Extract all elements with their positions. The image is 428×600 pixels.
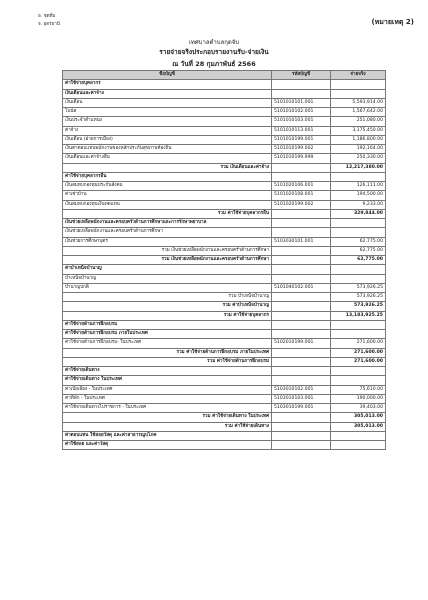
row-amount	[331, 441, 386, 450]
expense-table	[62, 70, 386, 450]
row-account-code: 5101020108.001	[272, 191, 331, 200]
row-account-code: 5102010199.001	[272, 339, 331, 348]
row-account-name: รวม ค่าใช้จ่ายด้านการฝึกอบรม ภายในประเทศ	[63, 348, 272, 357]
table-row	[63, 163, 386, 172]
row-account-code	[272, 163, 331, 172]
row-account-code	[272, 256, 331, 265]
row-account-code	[272, 265, 331, 274]
row-account-name: รวม เงินช่วยเหลือพนักงานและครอบครัวด้านการศึกษา	[63, 246, 272, 255]
row-account-name: ค่าบำเหน็จบำนาญ	[63, 265, 272, 274]
row-amount: 126,111.00	[331, 182, 386, 191]
col-header-name: ชื่อบัญชี	[63, 71, 272, 80]
row-account-code	[272, 431, 331, 440]
row-account-name: รวม ค่าใช้จ่ายด้านการฝึกอบรม	[63, 357, 272, 366]
row-account-name: รวม ค่าใช้จ่ายเดินทาง	[63, 422, 272, 431]
report-title: รายจ่ายจริงประกอบรายงานรับ-จ่ายเงิน	[159, 48, 269, 56]
table-row	[63, 293, 386, 302]
row-account-code	[272, 228, 331, 237]
row-account-code	[272, 302, 331, 311]
row-amount: 75,610.00	[331, 385, 386, 394]
row-account-code	[272, 274, 331, 283]
row-account-code: 5101010199.999	[272, 154, 331, 163]
row-account-name: โบนัส	[63, 108, 272, 117]
row-amount: 39,403.00	[331, 404, 386, 413]
table-row	[63, 431, 386, 440]
row-amount: 251,080.00	[331, 117, 386, 126]
row-account-name: ค่าเช่าบ้าน	[63, 191, 272, 200]
row-amount	[331, 80, 386, 89]
row-account-code	[272, 367, 331, 376]
table-row	[63, 422, 386, 431]
row-account-code	[272, 357, 331, 366]
table-row	[63, 339, 386, 348]
table-row	[63, 98, 386, 107]
row-amount	[331, 320, 386, 329]
row-account-code: 5101010113.001	[272, 126, 331, 135]
row-account-name: ค่าใช้จ่ายเดินทางไปราชการ - ในประเทศ	[63, 404, 272, 413]
row-account-code	[272, 246, 331, 255]
row-amount: 1,186,800.00	[331, 135, 386, 144]
row-account-name: ค่าใช้จ่ายบุคลากร	[63, 80, 272, 89]
table-row	[63, 108, 386, 117]
table-row	[63, 311, 386, 320]
row-account-name: ค่าใช้จ่ายด้านการฝึกอบรม ภายในประเทศ	[63, 330, 272, 339]
row-account-code: 5101010199.001	[272, 135, 331, 144]
row-account-code: 5101020106.001	[272, 182, 331, 191]
row-account-code: 5103010102.001	[272, 385, 331, 394]
row-account-name: เงินเดือน	[63, 98, 272, 107]
row-account-code: 5101010199.002	[272, 145, 331, 154]
row-account-name: ค่าจ้าง	[63, 126, 272, 135]
row-account-code	[272, 330, 331, 339]
row-account-name: รวม เงินช่วยเหลือพนักงานและครอบครัวด้านการศึกษา	[63, 256, 272, 265]
table-row	[63, 182, 386, 191]
table-row	[63, 228, 386, 237]
row-account-name: ค่าใช้จ่ายด้านการฝึกอบรม	[63, 320, 272, 329]
row-account-code	[272, 80, 331, 89]
table-row	[63, 256, 386, 265]
row-account-code	[272, 422, 331, 431]
org-name: เทศบาลตำบลกุดจับ	[188, 39, 240, 46]
table-row	[63, 320, 386, 329]
row-account-name: ค่าใช้จ่ายบุคลากรอื่น	[63, 172, 272, 181]
table-row	[63, 302, 386, 311]
table-row	[63, 441, 386, 450]
row-account-code	[272, 348, 331, 357]
row-account-name: บำนาญปกติ	[63, 283, 272, 292]
row-account-name: เงินช่วยเหลือพนักงานและครอบครัวด้านการศึกษา	[63, 228, 272, 237]
row-account-code	[272, 320, 331, 329]
row-account-code: 5103010199.001	[272, 404, 331, 413]
row-account-code	[272, 293, 331, 302]
row-account-name: เงินช่วยเหลือพนักงานและครอบครัวด้านการศึกษาและการรักษาพยาบาล	[63, 219, 272, 228]
row-amount: 305,013.00	[331, 413, 386, 422]
corner-line-2: จ. อุดรธานี	[38, 22, 60, 27]
row-account-code: 5101040102.001	[272, 283, 331, 292]
row-account-code	[272, 441, 331, 450]
row-account-name: ค่าใช้จ่ายเดินทาง	[63, 367, 272, 376]
table-row	[63, 117, 386, 126]
row-account-name: เงินสมทบกองทุนประกันสังคม	[63, 182, 272, 191]
table-header-row	[63, 71, 386, 80]
table-row	[63, 246, 386, 255]
row-amount: 62,775.00	[331, 246, 386, 255]
row-account-name: เงินค่าตอบแทนพนักงานของหลักประกันสุขภาพท้องถิ่น	[63, 145, 272, 154]
row-account-name: ค่าที่พัก - ในประเทศ	[63, 394, 272, 403]
row-account-code	[272, 413, 331, 422]
row-account-name: เงินเดือนและค่าจ้างอื่น	[63, 154, 272, 163]
row-account-name: รวม เงินเดือนและค่าจ้าง	[63, 163, 272, 172]
corner-line-1: อ. ชุดที่ม	[38, 14, 56, 19]
row-amount	[331, 274, 386, 283]
table-row	[63, 385, 386, 394]
row-account-name: เงินสมทบกองทุนเงินทดแทน	[63, 200, 272, 209]
table-row	[63, 404, 386, 413]
row-account-code	[272, 89, 331, 98]
report-date: ณ วันที่ 28 กุมภาพันธ์ 2566	[172, 60, 256, 68]
row-account-code	[272, 209, 331, 218]
row-amount: 12,217,380.00	[331, 163, 386, 172]
row-amount: 271,600.00	[331, 348, 386, 357]
row-account-code	[272, 219, 331, 228]
row-account-name: รวม ค่าใช้จ่ายบุคลากรอื่น	[63, 209, 272, 218]
row-amount	[331, 89, 386, 98]
row-amount: 3,175,450.00	[331, 126, 386, 135]
row-amount: 271,600.00	[331, 357, 386, 366]
row-amount: 1,567,642.00	[331, 108, 386, 117]
row-amount: 192,164.00	[331, 145, 386, 154]
row-amount	[331, 330, 386, 339]
table-row	[63, 367, 386, 376]
col-header-code: รหัสบัญชี	[272, 71, 331, 80]
table-row	[63, 376, 386, 385]
row-amount	[331, 228, 386, 237]
table-row	[63, 265, 386, 274]
row-account-code: 5101020199.002	[272, 200, 331, 209]
table-row	[63, 80, 386, 89]
row-amount: 329,844.00	[331, 209, 386, 218]
table-row	[63, 200, 386, 209]
row-account-name: เงินเดือน (ฝ่ายการเมือง)	[63, 135, 272, 144]
row-account-name: รวม ค่าใช้จ่ายเดินทาง ในประเทศ	[63, 413, 272, 422]
table-row	[63, 154, 386, 163]
row-amount	[331, 172, 386, 181]
row-amount: 573,926.25	[331, 283, 386, 292]
row-amount	[331, 431, 386, 440]
row-amount: 305,013.00	[331, 422, 386, 431]
row-amount: 573,926.25	[331, 302, 386, 311]
row-account-name: ค่าใช้จ่ายด้านการฝึกอบรม- ในประเทศ	[63, 339, 272, 348]
table-row	[63, 237, 386, 246]
table-row	[63, 274, 386, 283]
row-account-name: ค่าใช้จ่ายเดินทาง ในประเทศ	[63, 376, 272, 385]
row-account-name: เงินประจำตำแหน่ง	[63, 117, 272, 126]
row-account-name: เงินเดือนและค่าจ้าง	[63, 89, 272, 98]
row-account-name: รวม บำเหน็จบำนาญ	[63, 293, 272, 302]
row-account-code: 5101010101.001	[272, 98, 331, 107]
table-row	[63, 348, 386, 357]
row-amount: 62,775.00	[331, 256, 386, 265]
row-amount: 573,926.25	[331, 293, 386, 302]
row-account-code: 5101010102.001	[272, 108, 331, 117]
row-amount	[331, 367, 386, 376]
table-row	[63, 209, 386, 218]
row-account-name: เงินช่วยการศึกษาบุตร	[63, 237, 272, 246]
table-row	[63, 283, 386, 292]
row-amount	[331, 265, 386, 274]
row-amount: 13,183,925.25	[331, 311, 386, 320]
row-account-name: ค่าใช้สอย และค่าวัสดุ	[63, 441, 272, 450]
table-row	[63, 135, 386, 144]
row-account-code: 5103010103.001	[272, 394, 331, 403]
row-account-code	[272, 172, 331, 181]
row-amount	[331, 376, 386, 385]
row-amount: 194,500.00	[331, 191, 386, 200]
table-row	[63, 413, 386, 422]
row-account-name: ค่าเบี้ยเลี้ยง - ในประเทศ	[63, 385, 272, 394]
col-header-amount: จ่ายจริง	[331, 71, 386, 80]
row-amount: 9,233.00	[331, 200, 386, 209]
table-row	[63, 145, 386, 154]
table-row	[63, 89, 386, 98]
table-row	[63, 126, 386, 135]
row-account-name: บำเหน็จบำนาญ	[63, 274, 272, 283]
row-amount: 271,600.00	[331, 339, 386, 348]
table-row	[63, 191, 386, 200]
row-account-name: ค่าตอบแทน ใช้สอยวัสดุ และค่าสาธารณูปโภค	[63, 431, 272, 440]
row-account-code: 5103030101.001	[272, 237, 331, 246]
note-label: (หมายเหตุ 2)	[371, 18, 414, 26]
table-row	[63, 219, 386, 228]
row-account-name: รวม ค่าใช้จ่ายบุคลากร	[63, 311, 272, 320]
row-amount: 62,775.00	[331, 237, 386, 246]
row-account-code: 5101010103.001	[272, 117, 331, 126]
table-row	[63, 172, 386, 181]
row-account-code	[272, 376, 331, 385]
row-amount: 190,000.00	[331, 394, 386, 403]
table-row	[63, 330, 386, 339]
row-account-code	[272, 311, 331, 320]
row-amount: 5,593,914.00	[331, 98, 386, 107]
table-row	[63, 357, 386, 366]
row-amount	[331, 219, 386, 228]
row-account-name: รวม ค่าบำเหน็จบำนาญ	[63, 302, 272, 311]
table-row	[63, 394, 386, 403]
row-amount: 250,330.00	[331, 154, 386, 163]
